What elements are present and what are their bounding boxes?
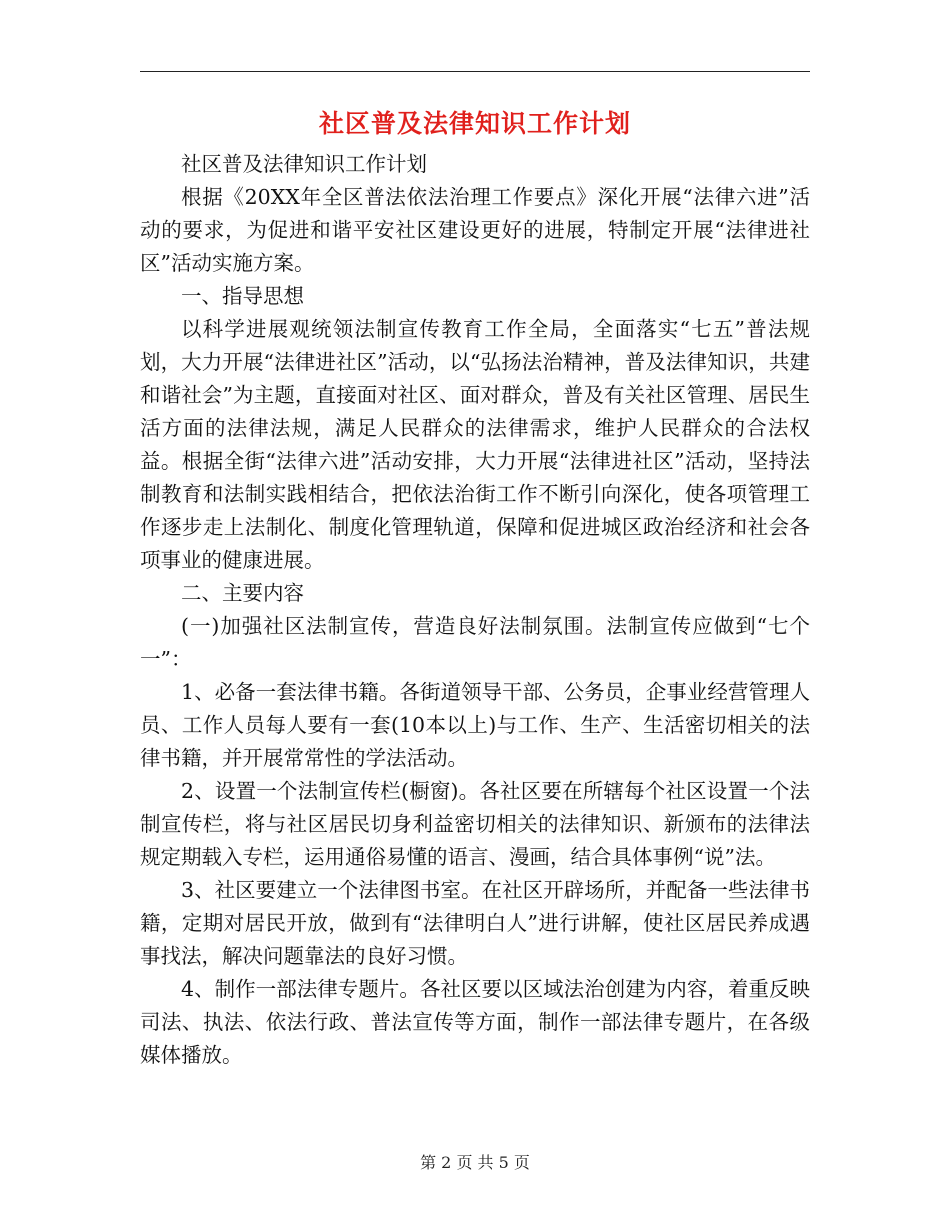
section-heading-guiding-ideology: 一、指导思想	[181, 284, 304, 308]
page-number: 第 2 页 共 5 页	[420, 1153, 530, 1172]
paragraph-subtitle: 社区普及法律知识工作计划	[181, 152, 427, 176]
list-item-law-books: 1、必备一套法律书籍。各街道领导干部、公务员，企事业经营管理人员、工作人员每人要有一套(10本以上)与工作、生产、生活密切相关的法律书籍，并开展常常性的学法活动。	[140, 680, 810, 770]
subsection-heading-publicity: (一)加强社区法制宣传，营造良好法制氛围。法制宣传应做到“七个一”：	[140, 614, 810, 671]
document-body	[140, 148, 810, 1072]
paragraph-intro: 根据《20XX年全区普法依法治理工作要点》深化开展“法律六进”活动的要求，为促进和谐平安社区建设更好的进展，特制定开展“法律进社区”活动实施方案。	[140, 185, 810, 275]
paragraph-guiding-ideology: 以科学进展观统领法制宣传教育工作全局，全面落实“七五”普法规划，大力开展“法律进社区”活动，以“弘扬法治精神，普及法律知识，共建和谐社会”为主题，直接面对社区、面对群众，普及有关社区管理、居民生活方面的法律法规，满足人民群众的法律需求，维护人民群众的合法权益。根据全街“法律六进”活动安排，大力开展“法律进社区”活动，坚持法制教育和法制实践相结合，把依法治街工作不断引向深化，使各项管理工作逐步走上法制化、制度化管理轨道，保障和促进城区政治经济和社会各项事业的健康进展。	[140, 317, 810, 572]
list-item-law-library: 3、社区要建立一个法律图书室。在社区开辟场所，并配备一些法律书籍，定期对居民开放，做到有“法律明白人”进行讲解，使社区居民养成遇事找法，解决问题靠法的良好习惯。	[140, 878, 810, 968]
header-rule	[140, 71, 810, 72]
document-title: 社区普及法律知识工作计划	[318, 109, 631, 138]
list-item-bulletin-board: 2、设置一个法制宣传栏(橱窗)。各社区要在所辖每个社区设置一个法制宣传栏，将与社区居民切身利益密切相关的法律知识、新颁布的法律法规定期载入专栏，运用通俗易懂的语言、漫画，结合具体事例“说”法。	[140, 779, 810, 869]
section-heading-main-content: 二、主要内容	[181, 581, 304, 605]
list-item-law-film: 4、制作一部法律专题片。各社区要以区域法治创建为内容，着重反映司法、执法、依法行政、普法宣传等方面，制作一部法律专题片，在各级媒体播放。	[140, 977, 810, 1067]
